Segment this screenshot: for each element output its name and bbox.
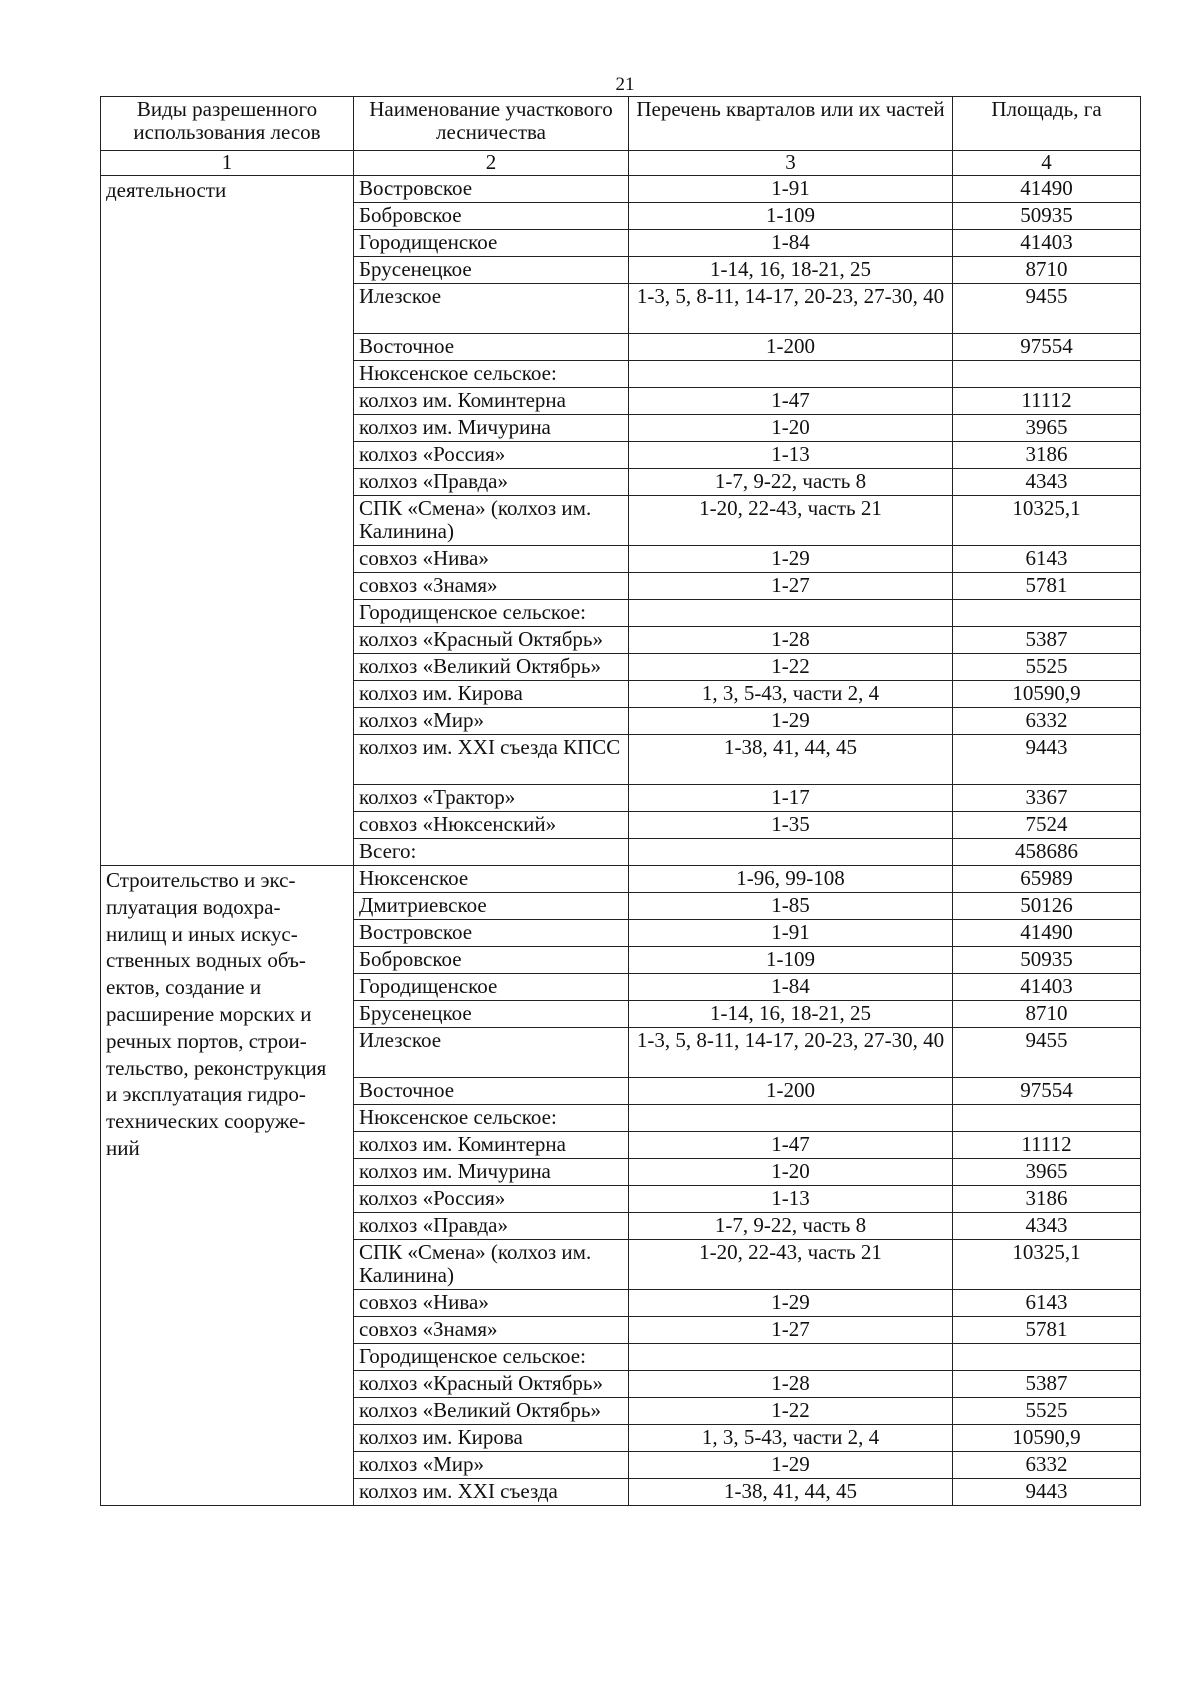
area-cell: 458686 [953, 839, 1141, 866]
area-cell: 11112 [953, 388, 1141, 415]
area-cell [953, 600, 1141, 627]
forestry-name-cell: колхоз им. Коминтерна [354, 1132, 629, 1159]
forestry-name-cell: колхоз им. XXI съезда КПСС [354, 735, 629, 785]
area-cell: 11112 [953, 1132, 1141, 1159]
quarters-cell: 1-91 [629, 920, 953, 947]
area-cell [953, 1344, 1141, 1371]
quarters-cell: 1-84 [629, 974, 953, 1001]
forestry-name-cell: колхоз «Великий Октябрь» [354, 654, 629, 681]
area-cell: 41403 [953, 974, 1141, 1001]
forestry-name-cell: Нюксенское сельское: [354, 1105, 629, 1132]
quarters-cell: 1-22 [629, 654, 953, 681]
forestry-name-cell: Илезское [354, 284, 629, 334]
quarters-cell: 1-14, 16, 18-21, 25 [629, 1001, 953, 1028]
area-cell: 5525 [953, 654, 1141, 681]
header-forestry-name: Наименование участкового лесничества [354, 97, 629, 151]
forestry-name-cell: колхоз «Мир» [354, 1452, 629, 1479]
forestry-name-cell: колхоз «Россия» [354, 442, 629, 469]
forestry-name-cell: колхоз «Правда» [354, 1213, 629, 1240]
forestry-name-cell: совхоз «Знамя» [354, 1317, 629, 1344]
forestry-name-cell: Нюксенское [354, 866, 629, 893]
quarters-cell: 1-47 [629, 1132, 953, 1159]
area-cell: 9455 [953, 284, 1141, 334]
area-cell: 9443 [953, 735, 1141, 785]
quarters-cell: 1-96, 99-108 [629, 866, 953, 893]
forestry-name-cell: Восточное [354, 334, 629, 361]
forestry-name-cell: СПК «Смена» (колхоз им. Калинина) [354, 1240, 629, 1290]
quarters-cell: 1-20, 22-43, часть 21 [629, 1240, 953, 1290]
quarters-cell: 1-91 [629, 176, 953, 203]
column-number-row [101, 151, 1141, 176]
forestry-name-cell: колхоз «Великий Октябрь» [354, 1398, 629, 1425]
forestry-name-cell: совхоз «Знамя» [354, 573, 629, 600]
forestry-name-cell: колхоз им. Мичурина [354, 415, 629, 442]
column-number: 3 [629, 151, 953, 176]
header-area: Площадь, га [953, 97, 1141, 151]
quarters-cell: 1, 3, 5-43, части 2, 4 [629, 681, 953, 708]
quarters-cell: 1-3, 5, 8-11, 14-17, 20-23, 27-30, 40 [629, 1028, 953, 1078]
column-number: 4 [953, 151, 1141, 176]
quarters-cell: 1-38, 41, 44, 45 [629, 735, 953, 785]
area-cell: 3367 [953, 785, 1141, 812]
area-cell: 5781 [953, 1317, 1141, 1344]
table-row [101, 866, 1141, 893]
area-cell: 4343 [953, 1213, 1141, 1240]
forestry-name-cell: совхоз «Нива» [354, 546, 629, 573]
quarters-cell: 1-20, 22-43, часть 21 [629, 496, 953, 546]
forestry-name-cell: Востровское [354, 920, 629, 947]
quarters-cell: 1-29 [629, 546, 953, 573]
area-cell: 5387 [953, 1371, 1141, 1398]
quarters-cell: 1-200 [629, 1078, 953, 1105]
forestry-name-cell: Городищенское сельское: [354, 1344, 629, 1371]
forestry-name-cell: Городищенское [354, 974, 629, 1001]
area-cell: 10325,1 [953, 1240, 1141, 1290]
quarters-cell: 1-29 [629, 1290, 953, 1317]
use-type-cell: Строительство и экс- плуатация водохра- нилищ и иных искус- ственных водных объ- ектов, создание и расширение морских и речных портов, строи- тельство, реконструкция и эксплуатация гидро- технических сооруже- ний [101, 866, 354, 1506]
area-cell: 7524 [953, 812, 1141, 839]
area-cell: 10325,1 [953, 496, 1141, 546]
area-cell: 97554 [953, 1078, 1141, 1105]
area-cell: 10590,9 [953, 681, 1141, 708]
quarters-cell: 1-22 [629, 1398, 953, 1425]
forest-use-table [100, 96, 1141, 1506]
area-cell: 6143 [953, 546, 1141, 573]
quarters-cell: 1-14, 16, 18-21, 25 [629, 257, 953, 284]
quarters-cell: 1-28 [629, 1371, 953, 1398]
header-use-type: Виды разрешенного использования лесов [101, 97, 354, 151]
forestry-name-cell: колхоз им. Коминтерна [354, 388, 629, 415]
area-cell: 50935 [953, 203, 1141, 230]
area-cell: 6332 [953, 708, 1141, 735]
area-cell: 6332 [953, 1452, 1141, 1479]
area-cell: 3965 [953, 1159, 1141, 1186]
quarters-cell: 1-13 [629, 442, 953, 469]
quarters-cell [629, 1344, 953, 1371]
quarters-cell: 1-85 [629, 893, 953, 920]
forestry-name-cell: колхоз «Россия» [354, 1186, 629, 1213]
area-cell: 3186 [953, 442, 1141, 469]
forestry-name-cell: Брусенецкое [354, 1001, 629, 1028]
forestry-name-cell: Восточное [354, 1078, 629, 1105]
quarters-cell: 1-13 [629, 1186, 953, 1213]
quarters-cell: 1-20 [629, 415, 953, 442]
area-cell: 41490 [953, 176, 1141, 203]
forestry-name-cell: колхоз «Правда» [354, 469, 629, 496]
header-quarters-list: Перечень кварталов или их частей [629, 97, 953, 151]
quarters-cell: 1-17 [629, 785, 953, 812]
forestry-name-cell: Бобровское [354, 947, 629, 974]
area-cell: 5781 [953, 573, 1141, 600]
column-number: 1 [101, 151, 354, 176]
area-cell: 3965 [953, 415, 1141, 442]
quarters-cell: 1-47 [629, 388, 953, 415]
forestry-name-cell: колхоз «Трактор» [354, 785, 629, 812]
area-cell: 6143 [953, 1290, 1141, 1317]
quarters-cell [629, 361, 953, 388]
quarters-cell [629, 839, 953, 866]
forestry-name-cell: Всего: [354, 839, 629, 866]
forestry-name-cell: Брусенецкое [354, 257, 629, 284]
area-cell: 50935 [953, 947, 1141, 974]
forestry-name-cell: Городищенское сельское: [354, 600, 629, 627]
area-cell: 9443 [953, 1479, 1141, 1506]
quarters-cell: 1-3, 5, 8-11, 14-17, 20-23, 27-30, 40 [629, 284, 953, 334]
forestry-name-cell: совхоз «Нива» [354, 1290, 629, 1317]
quarters-cell: 1-7, 9-22, часть 8 [629, 1213, 953, 1240]
quarters-cell: 1-200 [629, 334, 953, 361]
quarters-cell: 1-84 [629, 230, 953, 257]
quarters-cell: 1-7, 9-22, часть 8 [629, 469, 953, 496]
quarters-cell: 1-20 [629, 1159, 953, 1186]
quarters-cell: 1-29 [629, 1452, 953, 1479]
area-cell: 41490 [953, 920, 1141, 947]
table-body [101, 176, 1141, 1506]
forestry-name-cell: колхоз им. Мичурина [354, 1159, 629, 1186]
forestry-name-cell: колхоз им. Кирова [354, 1425, 629, 1452]
quarters-cell: 1, 3, 5-43, части 2, 4 [629, 1425, 953, 1452]
quarters-cell: 1-27 [629, 1317, 953, 1344]
forestry-name-cell: колхоз им. XXI съезда [354, 1479, 629, 1506]
column-number: 2 [354, 151, 629, 176]
quarters-cell [629, 600, 953, 627]
area-cell: 5525 [953, 1398, 1141, 1425]
quarters-cell: 1-38, 41, 44, 45 [629, 1479, 953, 1506]
quarters-cell: 1-35 [629, 812, 953, 839]
area-cell: 3186 [953, 1186, 1141, 1213]
header-row [101, 97, 1141, 151]
area-cell: 9455 [953, 1028, 1141, 1078]
forestry-name-cell: колхоз им. Кирова [354, 681, 629, 708]
table-row [101, 176, 1141, 203]
area-cell: 10590,9 [953, 1425, 1141, 1452]
use-type-cell: деятельности [101, 176, 354, 866]
area-cell: 97554 [953, 334, 1141, 361]
quarters-cell: 1-28 [629, 627, 953, 654]
forestry-name-cell: колхоз «Красный Октябрь» [354, 1371, 629, 1398]
forestry-name-cell: совхоз «Нюксенский» [354, 812, 629, 839]
quarters-cell: 1-109 [629, 203, 953, 230]
area-cell: 5387 [953, 627, 1141, 654]
quarters-cell: 1-29 [629, 708, 953, 735]
forestry-name-cell: Бобровское [354, 203, 629, 230]
area-cell: 65989 [953, 866, 1141, 893]
forestry-name-cell: колхоз «Красный Октябрь» [354, 627, 629, 654]
quarters-cell [629, 1105, 953, 1132]
area-cell [953, 1105, 1141, 1132]
area-cell [953, 361, 1141, 388]
page-number: 21 [615, 74, 635, 95]
area-cell: 41403 [953, 230, 1141, 257]
forestry-name-cell: Дмитриевское [354, 893, 629, 920]
forestry-name-cell: СПК «Смена» (колхоз им. Калинина) [354, 496, 629, 546]
area-cell: 4343 [953, 469, 1141, 496]
forestry-name-cell: Городищенское [354, 230, 629, 257]
forestry-name-cell: Илезское [354, 1028, 629, 1078]
forestry-name-cell: Нюксенское сельское: [354, 361, 629, 388]
forestry-name-cell: колхоз «Мир» [354, 708, 629, 735]
forestry-name-cell: Востровское [354, 176, 629, 203]
quarters-cell: 1-27 [629, 573, 953, 600]
area-cell: 8710 [953, 257, 1141, 284]
quarters-cell: 1-109 [629, 947, 953, 974]
area-cell: 8710 [953, 1001, 1141, 1028]
area-cell: 50126 [953, 893, 1141, 920]
